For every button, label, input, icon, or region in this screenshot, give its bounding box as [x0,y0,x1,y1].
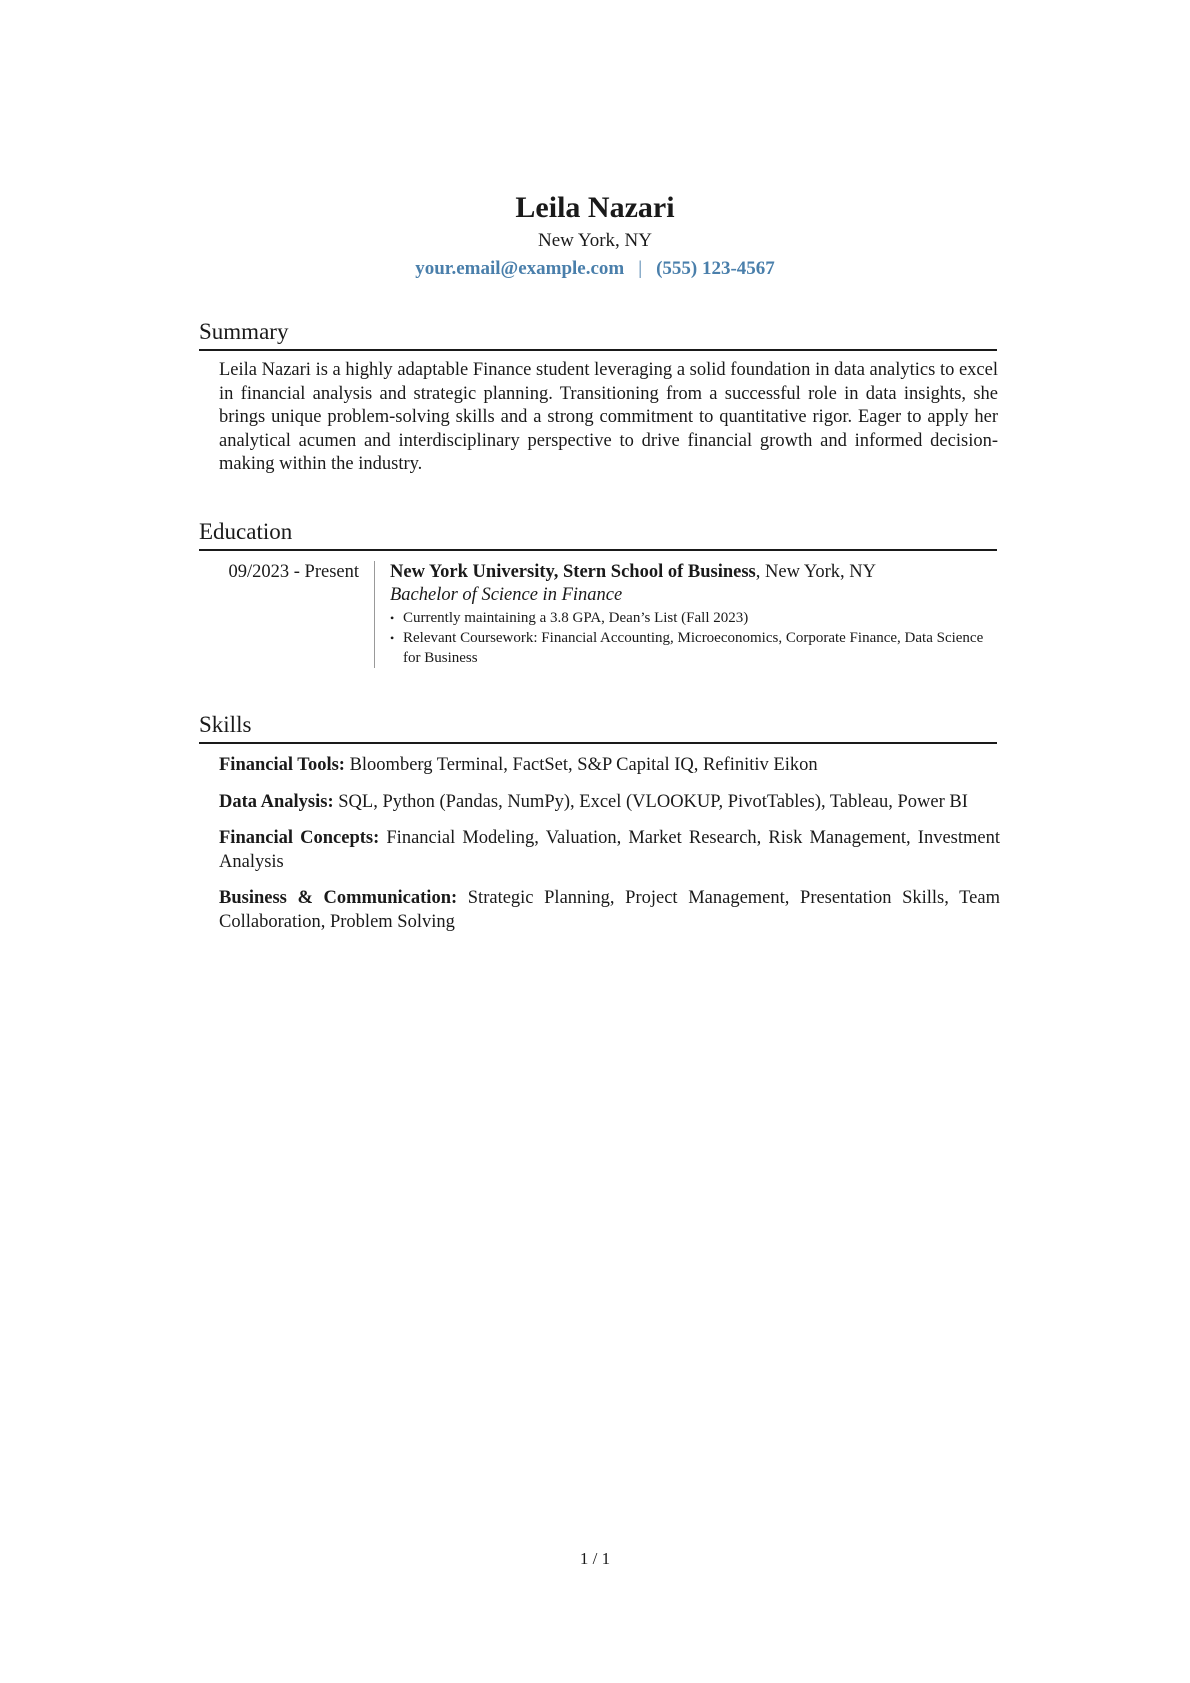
summary-heading: Summary [199,318,997,351]
contact-separator: | [638,258,643,279]
education-bullets [390,608,997,668]
skills-section [199,711,1000,947]
education-school-line [390,561,997,584]
skill-value: SQL, Python (Pandas, NumPy), Excel (VLOOKUP, PivotTables), Tableau, Power BI [333,791,968,812]
education-bullet: • Currently maintaining a 3.8 GPA, Dean’s List (Fall 2023) [390,608,997,628]
skill-item [219,887,1000,934]
education-section [199,518,997,668]
resume-header [0,190,1190,282]
phone-link[interactable]: (555) 123-4567 [656,258,775,279]
skill-label: Business & Communication: [219,888,458,908]
email-link[interactable]: your.email@example.com [415,258,625,279]
skill-label: Financial Concepts: [219,828,380,848]
education-location: , New York, NY [755,562,877,582]
education-entry [199,561,997,668]
skills-heading: Skills [199,711,997,744]
skills-list [199,754,1000,934]
skill-item [219,754,1000,778]
skill-label: Data Analysis: [219,791,334,812]
education-degree: Bachelor of Science in Finance [390,585,623,605]
summary-text: Leila Nazari is a highly adaptable Finance student leveraging a solid foundation in data analytics to excel in financial analysis and strategic planning. Transitioning from a successful role in data insights, she brings unique problem-solving skills and a strong commitment to quantitative rigor. Eager to apply her analytical acumen and interdisciplinary perspective to drive financial growth and informed decision-making within the industry. [219,360,998,474]
education-heading: Education [199,518,997,551]
education-school: New York University, Stern School of Business [390,562,756,582]
page-number: 1 / 1 [579,1549,611,1568]
contact-line [0,256,1190,282]
candidate-location: New York, NY [537,230,652,251]
skill-value: Strategic Planning, Project Management, Presentation Skills, Team Collaboration, Problem Solving [219,888,1000,932]
skill-label: Financial Tools: [219,755,345,775]
education-details [374,561,997,668]
education-date: 09/2023 - Present [228,562,359,582]
summary-section [199,318,997,477]
skill-item [219,791,1000,815]
skill-item [219,827,1000,874]
skill-value: Bloomberg Terminal, FactSet, S&P Capital IQ, Refinitiv Eikon [344,755,818,775]
skill-value: Financial Modeling, Valuation, Market Research, Risk Management, Investment Analysis [219,828,1000,872]
education-bullet: • Relevant Coursework: Financial Accounting, Microeconomics, Corporate Finance, Data Science for Business [390,628,997,668]
candidate-name: Leila Nazari [515,191,675,224]
